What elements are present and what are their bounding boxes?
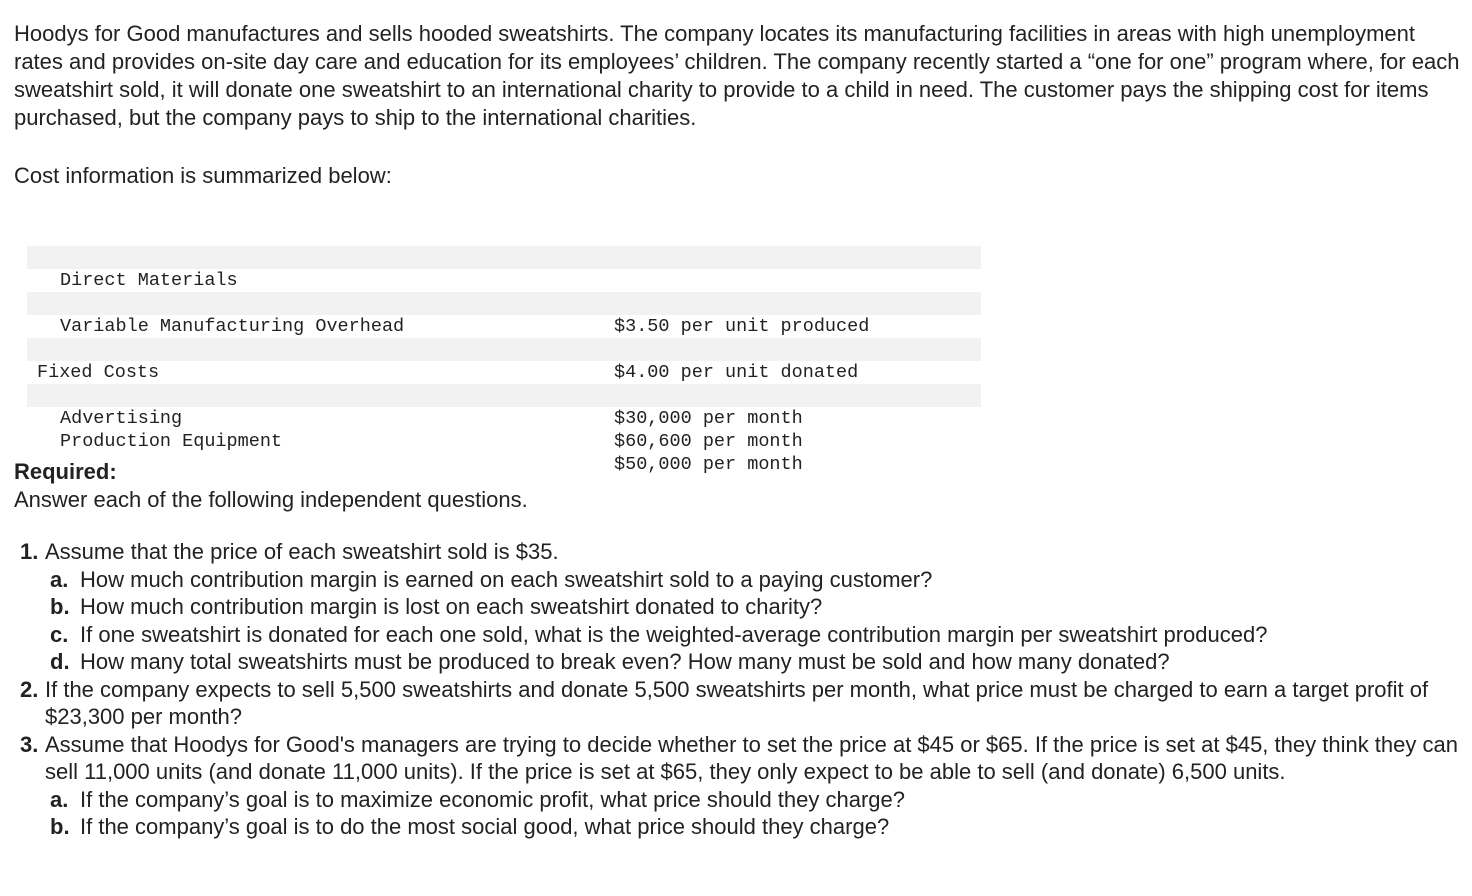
part-text: How much contribution margin is lost on each sweatshirt donated to charity? [80,594,823,619]
cost-value: $3.50 per unit produced [614,316,870,337]
part-text: How many total sweatshirts must be produced to break even? How many must be sold and how many donated? [80,649,1170,674]
question-3a [50,786,1460,814]
cost-value: $4.00 per unit donated [614,362,859,383]
question-1d [50,648,1460,676]
part-text: If the company’s goal is to maximize economic profit, what price should they charge? [80,786,905,812]
part-text: If one sweatshirt is donated for each one sold, what is the weighted-average contribution margin per sweatshirt produced? [80,621,1268,647]
required-title: Required: [14,459,117,484]
question-1b [50,593,1460,621]
part-text: How much contribution margin is earned on each sweatshirt sold to a paying customer? [80,566,933,592]
question-text: Assume that Hoodys for Good's managers are trying to decide whether to set the price at $45 or $65. If the price is set at $45, they think they can sell 11,000 units (and donate 11,000 units). If the price is set at $65, they only expect to be able to sell (and donate) 6,500 units. [45,731,1458,784]
question-1a [50,566,1460,594]
part-letter: b. [50,814,70,839]
cost-label: Production Equipment [60,431,283,452]
required-instruction: Answer each of the following independent questions. [14,487,528,512]
question-3b [50,813,1460,841]
question-text: If the company expects to sell 5,500 sweatshirts and donate 5,500 sweatshirts per month, what price must be charged to earn a target profit of $23,300 per month? [45,676,1429,729]
part-letter: a. [50,566,69,592]
question-1c [50,621,1460,649]
question-3 [20,731,1460,841]
cost-value: $60,600 per month [614,431,803,452]
cost-label: Direct Materials [60,270,238,291]
part-text: If the company’s goal is to do the most social good, what price should they charge? [80,814,890,839]
question-1 [20,538,1460,676]
question-text: Assume that the price of each sweatshirt sold is $35. [45,539,559,564]
cost-label: Advertising [60,408,183,429]
question-number: 2. [20,676,39,702]
question-number: 3. [20,731,39,757]
cost-value: $30,000 per month [614,408,803,429]
cost-label: Variable Manufacturing Overhead [60,316,405,337]
variable-costs-heading-row [27,223,981,246]
part-letter: b. [50,594,70,619]
cost-value: $50,000 per month [614,454,803,475]
question-2 [20,676,1460,731]
fixed-costs-heading: Fixed Costs [37,362,160,383]
required-section [14,458,528,514]
question-list [20,538,1460,841]
cost-intro: Cost information is summarized below: [14,163,392,188]
part-letter: a. [50,786,69,812]
part-letter: c. [50,621,69,647]
question-number: 1. [20,539,39,564]
intro-paragraph: Hoodys for Good manufactures and sells hooded sweatshirts. The company locates its manufacturing facilities in areas with high unemployment rates and provides on-site day care and education for its employees’ children. The company recently started a “one for one” program where, for each sweatshirt sold, it will donate one sweatshirt to an international charity to provide to a child in need. The customer pays the shipping cost for items purchased, but the company pays to ship to the international charities. [14,21,1460,130]
part-letter: d. [50,649,70,674]
cost-row [27,246,981,291]
